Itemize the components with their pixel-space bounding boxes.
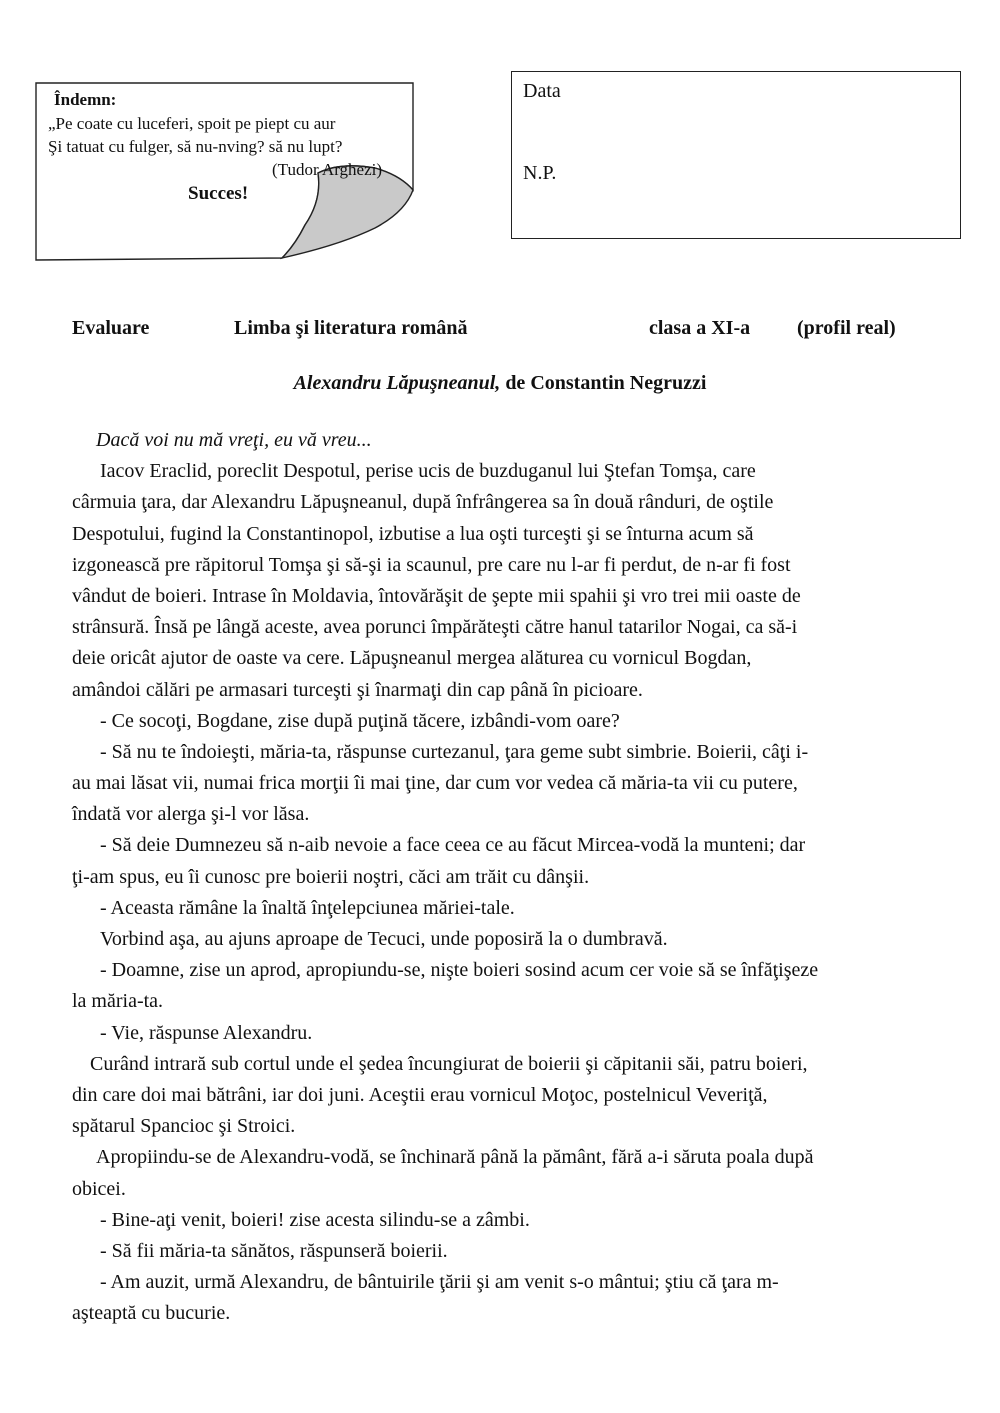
note-quote-line-1: „Pe coate cu luceferi, spoit pe piept cu aur	[48, 114, 336, 133]
text-line: - Să deie Dumnezeu să n-aib nevoie a face ceea ce au făcut Mircea-vodă la munteni; dar	[100, 834, 806, 857]
date-grade-box	[511, 71, 961, 239]
header-class: clasa a XI-a	[649, 317, 751, 339]
text-line: - Ce socoţi, Bogdane, zise după puţină tăcere, izbândi-vom oare?	[100, 709, 620, 732]
note-quote-line-2: Şi tatuat cu fulger, să nu-nving? să nu lupt?	[48, 137, 343, 156]
header-profile: (profil real)	[797, 317, 896, 339]
text-line: Apropiindu-se de Alexandru-vodă, se închinară până la pământ, fără a-i săruta poala după	[96, 1146, 814, 1169]
title-author: de Constantin Negruzzi	[505, 372, 707, 394]
text-line: amândoi călări pe armasari turceşti şi înarmaţi din cap până în picioare.	[72, 678, 643, 701]
text-line: strânsură. Însă pe lângă aceste, avea porunci împărăteşti către hanul tatarilor Nogai, ca să-i	[72, 616, 798, 639]
text-line: au mai lăsat vii, numai frica morţii îi mai ţine, dar cum vor vedea că măria-ta vii cu putere,	[72, 772, 798, 795]
text-line: izgonească pre răpitorul Tomşa şi să-şi ia scaunul, pre care nu l-ar fi perdut, de n-ar fi fost	[72, 553, 791, 576]
text-title	[0, 372, 1000, 395]
header-evaluation: Evaluare	[72, 317, 150, 339]
text-line: spătarul Spancioc şi Stroici.	[72, 1115, 296, 1138]
text-line: vândut de boieri. Intrase în Moldavia, întovărăşit de şepte mii spahii şi vro trei mii oaste de	[72, 584, 801, 607]
np-label: N.P.	[523, 162, 557, 184]
header-subject: Limba şi literatura română	[234, 317, 468, 339]
text-line: ţi-am spus, eu îi cunosc pre boierii noştri, căci am trăit cu dânşii.	[72, 865, 590, 888]
date-label: Data	[523, 80, 561, 102]
text-line: Vorbind aşa, au ajuns aproape de Tecuci, unde poposiră la o dumbravă.	[100, 928, 668, 950]
text-line: Iacov Eraclid, poreclit Despotul, perise ucis de buzduganul lui Ştefan Tomşa, care	[100, 460, 756, 483]
text-line: îndată vor alerga şi-l vor lăsa.	[72, 803, 310, 826]
text-line: aşteaptă cu bucurie.	[72, 1302, 231, 1325]
text-line: Curând intrară sub cortul unde el şedea încungiurat de boierii şi căpitanii săi, patru boieri,	[90, 1052, 808, 1075]
text-line: obicei.	[72, 1177, 126, 1200]
text-line: la măria-ta.	[72, 990, 164, 1013]
note-quote-author: (Tudor Arghezi)	[272, 160, 383, 179]
text-line: - Aceasta rămâne la înaltă înţelepciunea măriei-tale.	[100, 896, 515, 919]
text-line: - Vie, răspunse Alexandru.	[100, 1021, 313, 1044]
text-line: cârmuia ţara, dar Alexandru Lăpuşneanul, după înfrângerea sa în două rânduri, de oştile	[72, 491, 774, 514]
title-work: Alexandru Lăpuşneanul,	[293, 372, 501, 394]
text-excerpt	[72, 425, 952, 1329]
text-line: - Bine-aţi venit, boieri! zise acesta silindu-se a zâmbi.	[100, 1208, 530, 1231]
text-line: deie oricât ajutor de oaste va cere. Lăpuşneanul mergea alăturea cu vornicul Bogdan,	[72, 647, 752, 670]
text-line: - Să fii măria-ta sănătos, răspunseră boierii.	[100, 1239, 448, 1262]
text-line: - Doamne, zise un aprod, apropiundu-se, nişte boieri sosind acum cer voie să se înfăţişeze	[100, 959, 819, 982]
text-line: - Să nu te îndoieşti, măria-ta, răspunse curtezanul, ţara geme subt simbrie. Boierii, câţi i-	[100, 740, 809, 763]
note-heading: Îndemn:	[54, 90, 117, 109]
text-line: - Am auzit, urmă Alexandru, de bântuirile ţării şi am venit s-o mântui; ştiu că ţara m-	[100, 1271, 779, 1294]
text-line: din care doi mai bătrâni, iar doi juni. Aceştii erau vornicul Moţoc, postelnicul Veveriţă,	[72, 1083, 768, 1106]
text-line: Dacă voi nu mă vreţi, eu vă vreu...	[96, 429, 372, 451]
text-line: Despotului, fugind la Constantinopol, izbutise a lua oşti turceşti şi se înturna acum să	[72, 522, 754, 545]
note-closing: Succes!	[188, 183, 249, 204]
